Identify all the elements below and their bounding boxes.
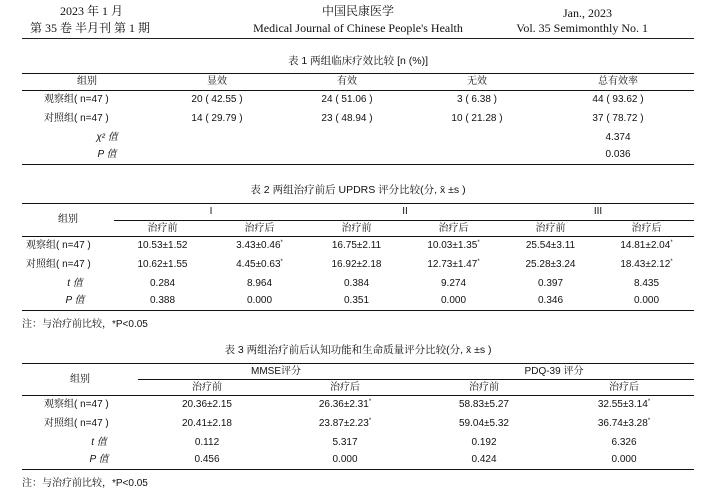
table2-sub: 治疗后 [438, 222, 469, 234]
row-label: 观察组( n=47 ) [26, 240, 91, 252]
row-label: χ² 值 [96, 131, 118, 143]
table-cell: 24 ( 51.06 ) [321, 94, 373, 106]
table-cell: 14.81±2.04* [620, 240, 673, 252]
table-cell: 9.274 [440, 277, 467, 289]
table3-header-row [22, 364, 694, 380]
table2-caption: 表 2 两组治疗前后 UPDRS 评分比较(分, x̄ ±s ) [250, 184, 466, 196]
table-cell: 0.346 [537, 295, 564, 307]
table-cell: 0.397 [537, 277, 564, 289]
table1-header-col: 有效 [337, 76, 357, 87]
table3-sub: 治疗后 [330, 381, 360, 393]
row-label: 对照组( n=47 ) [26, 259, 91, 270]
table1-header-col: 无效 [467, 76, 487, 87]
table1-header-group: 组别 [77, 76, 97, 87]
table-cell: 37 ( 78.72 ) [592, 113, 644, 124]
table-cell: 10.53±1.52 [137, 240, 188, 252]
table-row [22, 396, 694, 415]
table2 [22, 203, 694, 311]
table1 [22, 73, 694, 165]
table3-domain: PDQ-39 评分 [414, 364, 694, 380]
row-label: t 值 [67, 277, 83, 289]
table-cell: 0.284 [149, 277, 176, 289]
table2-domain: II [308, 204, 502, 221]
table-row [22, 434, 694, 452]
header-rule [22, 38, 694, 39]
table-row [22, 129, 694, 147]
table-cell: 26.36±2.31* [318, 399, 372, 411]
table2-note: 注：与治疗前比较，*P<0.05 [22, 319, 148, 330]
table-cell: 32.55±3.14* [597, 399, 651, 411]
table-cell: 0.456 [194, 454, 220, 466]
table-cell: 58.83±5.27 [459, 399, 509, 411]
table-cell: 5.317 [332, 436, 358, 448]
table2-sub: 治疗前 [341, 222, 372, 234]
header-date-en: Jan., 2023 [563, 6, 612, 20]
table3-domain: MMSE评分 [138, 364, 414, 380]
table1-header-row [22, 74, 694, 91]
table-cell: 25.28±3.24 [525, 259, 576, 270]
table-cell: 18.43±2.12* [620, 259, 673, 270]
table-row [22, 110, 694, 129]
table-cell: 4.45±0.63* [236, 259, 283, 270]
table2-sub: 治疗后 [631, 222, 662, 234]
table1-header-col: 显效 [207, 76, 227, 87]
table-cell: 36.74±3.28* [597, 418, 651, 429]
table3-note: 注：与治疗前比较，*P<0.05 [22, 478, 148, 489]
table-cell: 23 ( 48.94 ) [321, 113, 373, 124]
table-cell: 20 ( 42.55 ) [191, 94, 243, 106]
table-cell: 0.424 [471, 454, 497, 466]
table2-sub: 治疗前 [147, 222, 178, 234]
table-cell: 20.36±2.15 [182, 399, 232, 411]
header-issue-en: Vol. 35 Semimonthly No. 1 [516, 21, 648, 35]
table2-domain: III [502, 204, 694, 221]
table-cell: 0.000 [440, 295, 467, 307]
table-cell: 6.326 [611, 436, 637, 448]
table-cell: 16.75±2.11 [331, 240, 382, 252]
row-label: 对照组( n=47 ) [44, 418, 109, 429]
table2-sub: 治疗后 [244, 222, 275, 234]
header-date-cn: 2023 年 1 月 [60, 4, 124, 18]
table-cell: 25.54±3.11 [525, 240, 576, 252]
row-label: t 值 [91, 436, 107, 448]
table3 [22, 363, 694, 470]
row-label: 观察组( n=47 ) [44, 94, 109, 106]
table-cell: 0.192 [471, 436, 497, 448]
table-cell: 23.87±2.23* [318, 418, 372, 429]
table-row [22, 275, 694, 293]
table-cell: 12.73±1.47* [427, 259, 480, 270]
header-journal-en: Medical Journal of Chinese People's Health [253, 21, 463, 35]
table-cell: 4.374 [605, 131, 631, 143]
table1-caption: 表 1 两组临床疗效比较 [n (%)] [287, 55, 428, 67]
table-cell: 14 ( 29.79 ) [191, 113, 243, 124]
table-cell: 16.92±2.18 [331, 259, 382, 270]
table-cell: 0.351 [343, 295, 370, 307]
table3-header-group: 组别 [22, 364, 138, 396]
table-cell: 0.000 [332, 454, 358, 466]
table-row [22, 293, 694, 311]
table3-caption: 表 3 两组治疗前后认知功能和生命质量评分比较(分, x̄ ±s ) [224, 344, 492, 356]
table-cell: 59.04±5.32 [459, 418, 509, 429]
table3-sub: 治疗前 [469, 381, 499, 393]
row-label: 观察组( n=47 ) [44, 399, 109, 411]
header-journal-cn: 中国民康医学 [321, 4, 394, 18]
table3-sub: 治疗后 [609, 381, 639, 393]
table-row [22, 452, 694, 470]
table-cell: 20.41±2.18 [182, 418, 232, 429]
table2-subheader-row [22, 221, 694, 237]
table2-sub: 治疗前 [535, 222, 566, 234]
table-row [22, 147, 694, 165]
table-cell: 10.03±1.35* [427, 240, 480, 252]
table-cell: 8.964 [246, 277, 273, 289]
header-issue-cn: 第 35 卷 半月刊 第 1 期 [30, 21, 151, 35]
table-cell: 0.000 [633, 295, 660, 307]
table-row [22, 91, 694, 110]
table-row [22, 256, 694, 275]
page-header [0, 0, 716, 40]
table-cell: 44 ( 93.62 ) [592, 94, 644, 106]
table-cell: 0.112 [194, 436, 220, 448]
table-cell: 10 ( 21.28 ) [451, 113, 503, 124]
table2-domain: I [114, 204, 308, 221]
row-label: P 值 [97, 149, 117, 161]
table-cell: 0.384 [343, 277, 370, 289]
table2-header-row [22, 204, 694, 221]
table-row [22, 237, 694, 256]
table-row [22, 415, 694, 434]
table-cell: 0.000 [246, 295, 273, 307]
row-label: P 值 [65, 295, 85, 307]
table-cell: 8.435 [633, 277, 660, 289]
table-cell: 3.43±0.46* [236, 240, 283, 252]
table3-sub: 治疗前 [192, 381, 222, 393]
row-label: P 值 [89, 454, 109, 466]
table-cell: 3 ( 6.38 ) [456, 94, 498, 106]
table-cell: 0.036 [605, 149, 631, 161]
table2-header-group: 组别 [22, 204, 114, 237]
table1-header-col: 总有效率 [598, 76, 638, 87]
table-cell: 0.388 [149, 295, 176, 307]
row-label: 对照组( n=47 ) [44, 113, 109, 124]
table-cell: 0.000 [611, 454, 637, 466]
table-cell: 10.62±1.55 [137, 259, 188, 270]
